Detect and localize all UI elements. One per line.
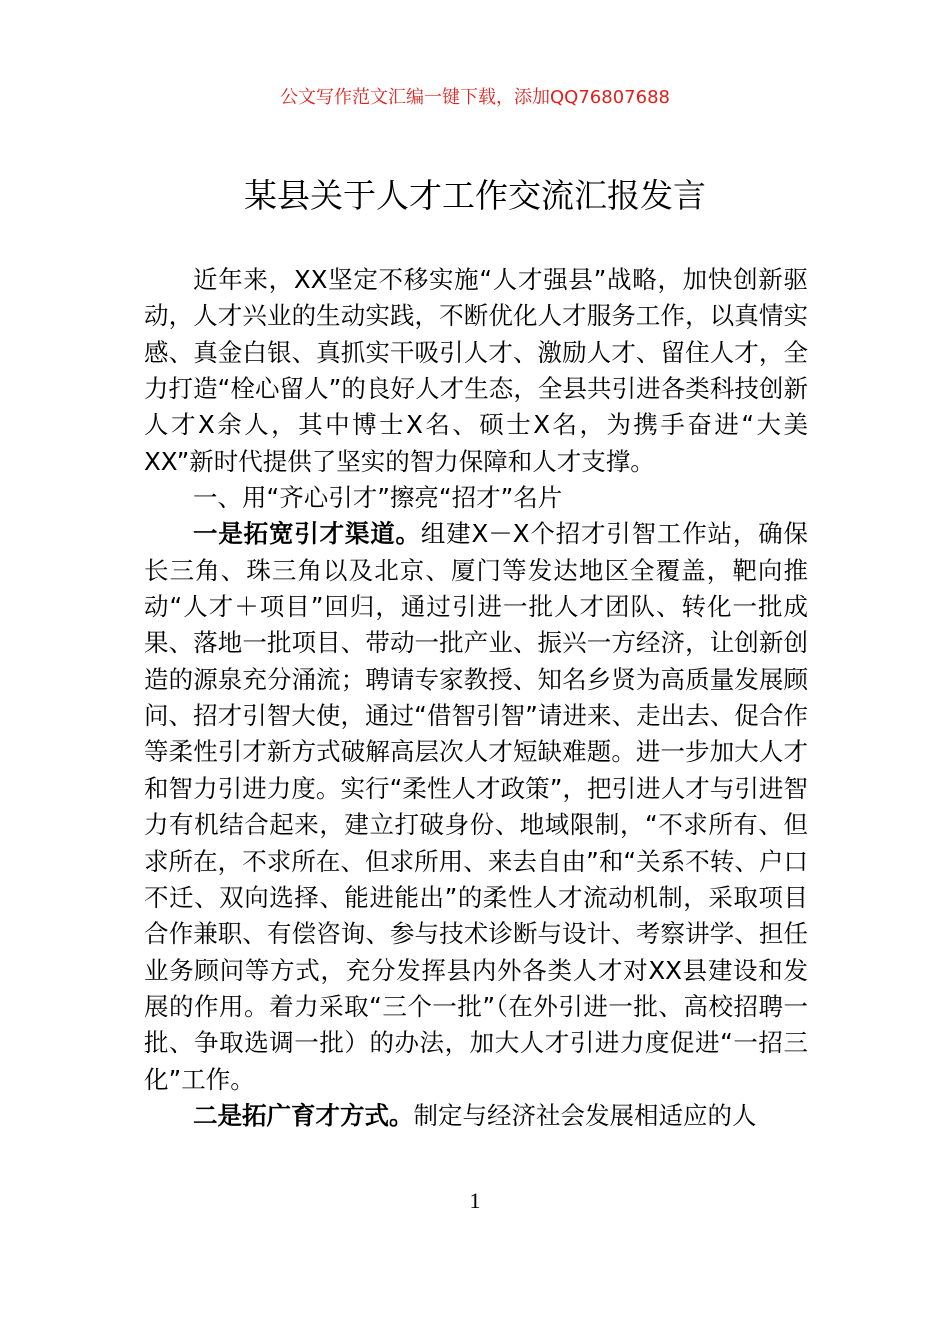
point-1-paragraph — [144, 516, 808, 1098]
document-body — [144, 262, 808, 1134]
point-2-text: 制定与经济社会发展相适应的人 — [413, 1100, 757, 1130]
point-1-lead: 一是拓宽引才渠道。 — [193, 519, 421, 549]
download-banner: 公文写作范文汇编一键下载，添加QQ76807688 — [280, 87, 670, 108]
point-2-paragraph — [144, 1098, 808, 1134]
section-heading-1: 一、用“齐心引才”擦亮“招才”名片 — [193, 483, 563, 513]
intro-paragraph: 近年来，XX坚定不移实施“人才强县”战略，加快创新驱动，人才兴业的生动实践，不断优化人才服务工作，以真情实感、真金白银、真抓实干吸引人才、激励人才、留住人才，全力打造“栓心留人”的良好人才生态，全县共引进各类科技创新人才X余人，其中博士X名、硕士X名，为携手奋进“大美XX”新时代提供了坚实的智力保障和人才支撑。 — [144, 265, 808, 476]
document-title: 某县关于人才工作交流汇报发言 — [244, 176, 706, 215]
page-number: 1 — [469, 1188, 481, 1213]
point-1-text: 组建X－X个招才引智工作站，确保长三角、珠三角以及北京、厦门等发达地区全覆盖，靶向推动“人才＋项目”回归，通过引进一批人才团队、转化一批成果、落地一批项目、带动一批产业、振兴一方经济，让创新创造的源泉充分涌流；聘请专家教授、知名乡贤为高质量发展顾问、招才引智大使，通过“借智引智”请进来、走出去、促合作等柔性引才新方式破解高层次人才短缺难题。进一步加大人才和智力引进力度。实行“柔性人才政策”，把引进人才与引进智力有机结合起来，建立打破身份、地域限制，“不求所有、但求所在，不求所在、但求所用、来去自由”和“关系不转、户口不迁、双向选择、能进能出”的柔性人才流动机制，采取项目合作兼职、有偿咨询、参与技术诊断与设计、考察讲学、担任业务顾问等方式，充分发挥县内外各类人才对XX县建设和发展的作用。着力采取“三个一批”（在外引进一批、高校招聘一批、争取选调一批）的办法，加大人才引进力度促进“一招三化”工作。 — [144, 519, 809, 1094]
point-2-lead: 二是拓广育才方式。 — [193, 1100, 414, 1130]
